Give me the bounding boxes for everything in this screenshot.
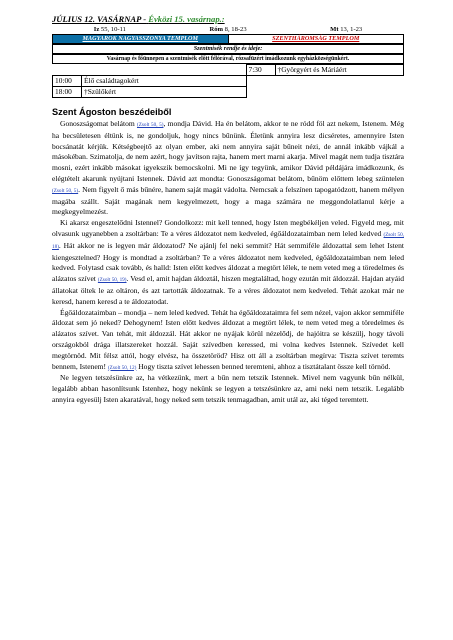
schedule-row <box>53 76 404 87</box>
schedule-time <box>53 65 82 76</box>
schedule-row <box>53 87 404 98</box>
churches-table <box>52 34 404 44</box>
date-text: JÚLIUS 12. VASÁRNAP - <box>52 14 147 24</box>
sermon-paragraph: Gonoszságomat belátom (Zsolt 50, 5), mondja Dávid. Ha én belátom, akkor te ne ródd föl azt nekem, Istenem. Még ha becsületesen éltünk is, ne gondoljuk, hogy nincs bűnünk. Életünk annyira lesz dicséretes, amennyire Isten bocsánatát kérjük. Kétségbeejtő az olyan ember, aki nem annyira saját bűneit nézi, de annál inkább vájkál a másokéban. Szimatolja, de nem azért, hogy javítson rajta, hanem mert marni akarja. Mivel magát nem tudja tisztára mosni, ezért inkább másokat igyekszik bemocskolni. Mi ne így tegyünk, amikor Dávid példájára imádkozunk, és elégtételt akarunk nyújtani Istennek. Dávid azt mondta: Gonoszságomat belátom, bűnöm előttem lebeg szüntelen (Zsolt 50, 5). Nem figyelt ő más bűnére, hanem saját magát vádolta. Nemcsak a felszínen tapogatódzott, hanem mélyen magába szállt. Saját magának nem kegyelmezett, hogy a maga számára ne meggondolatlanul kérje a megkegyelmezést. <box>52 119 405 217</box>
rosary-note: Vasárnap és főünnepen a szentmisék előtt félórával, rózsafüzért imádkozunk egyházközségünkért. <box>53 55 404 64</box>
schedule-intention <box>82 65 247 76</box>
sermon-paragraph: Ki akarsz engesztelődni Istennel? Gondolkozz: mit kell tenned, hogy Isten megbékéljen veled. Figyeld meg, mit olvasunk ugyanebben a zsoltárban: Te a véres áldozatot nem kedveled, égőáldozataimban nem leled kedved (Zsolt 50, 18). Hát akkor ne is legyen már áldozatod? Ne ajánlj fel neki semmit? Hát semmiféle áldozattal sem lehet Istent kiengesztelned? Hogy is mondtad a zsoltárban? Te a véres áldozatot nem kedveled, égőáldozataimban nem leled kedved. Folytasd csak tovább, és halld: Isten előtt kedves áldozat a megtört lélek, te nem veted meg a töredelmes és alázatos szívet (Zsolt 50, 19). Vesd el, amit hajdan áldoztál, hiszen megtaláltad, hogy ezután mit áldozzál. Hajdan atyáid állatokat öltek le az oltáron, és azt tartották áldozatnak. Te a véres áldozatot nem kedveled. Tehát azokat már ne keresd, hanem keresd a te áldozatodat. <box>52 218 404 306</box>
schedule-title: Szentmisék rendje és ideje: <box>53 45 404 54</box>
schedule-empty <box>246 87 404 98</box>
schedule-time: 10:00 <box>53 76 82 87</box>
date-header <box>52 14 404 25</box>
mass-schedule <box>52 64 404 98</box>
schedule-intention: †Szülőkért <box>82 87 247 98</box>
rosary-note-table <box>52 54 404 64</box>
schedule-time: 18:00 <box>53 87 82 98</box>
church-left: MAGYAROK NAGYASSZONYA TEMPLOM <box>53 35 229 44</box>
bulletin-page <box>52 14 404 406</box>
church-right: SZENTHÁROMSÁG TEMPLOM <box>228 35 404 44</box>
psalm-reference-link[interactable]: (Zsolt 50, 5) <box>52 187 79 194</box>
schedule-intention: Élő családtagokért <box>82 76 247 87</box>
schedule-intention-2: †Györgyért és Máriáért <box>275 65 404 76</box>
psalm-reference-link[interactable]: (Zsolt 50, 5) <box>136 122 164 128</box>
first-reading: Iz 55, 10-11 <box>93 26 126 33</box>
sermon-paragraph: Égőáldozataimban – mondja – nem leled kedved. Tehát ha égőáldozataimra fel sem nézel, vajon akkor semmiféle áldozat sem jó neked? Dehogynem! Isten előtt kedves áldozat a megtört lélek, te nem veted meg a töredelmes és alázatos szívet. Van tehát, mit áldozzál. Hát akkor ne nyájak körül nézelődj, de hajóitra se készülj, hogy távoli országokból drága illatszereket hozzál. Saját szívedben keressed, mi volna kedves Istennek. Szívedet kell megtörnöd. Mit félsz attól, hogy elvész, ha összetöröd? Hisz ott áll a zsoltárban megírva: Tiszta szívet teremts bennem, Istenem! (Zsolt 50, 12) Hogy tiszta szívet lehessen benned teremteni, ahhoz a tisztátalant össze kell törnöd. <box>52 307 404 371</box>
gospel-reading: Mt 13, 1-23 <box>330 26 363 33</box>
sunday-name: Évközi 15. vasárnap.: <box>148 14 225 24</box>
schedule-empty <box>246 76 404 87</box>
second-reading: Róm 8, 18-23 <box>209 26 247 33</box>
sermon-paragraph: Ne legyen tetszésünkre az, ha vétkezünk, mert a bűn nem tetszik Istennek. Mivel nem vagyunk bűn nélkül, legalább abban hasonlítsunk Istenhez, hogy nekünk se legyen a tetszésünkre az, ami neki nem tetszik. Legalább annyira egyesülj Isten akaratával, hogy neked sem tetszik tenmagadban, amit utál az, aki téged teremtett. <box>52 373 404 404</box>
psalm-reference-link[interactable]: (Zsolt 50, 18) <box>52 231 404 250</box>
readings-row <box>52 26 404 34</box>
schedule-time-2: 7:30 <box>246 65 275 76</box>
psalm-reference-link[interactable]: (Zsolt 50, 12) <box>107 364 137 371</box>
psalm-reference-link[interactable]: (Zsolt 50, 19) <box>97 277 127 284</box>
schedule-row <box>53 65 404 76</box>
schedule-title-table <box>52 44 404 54</box>
sermon-title: Szent Ágoston beszédeiből <box>52 107 172 117</box>
